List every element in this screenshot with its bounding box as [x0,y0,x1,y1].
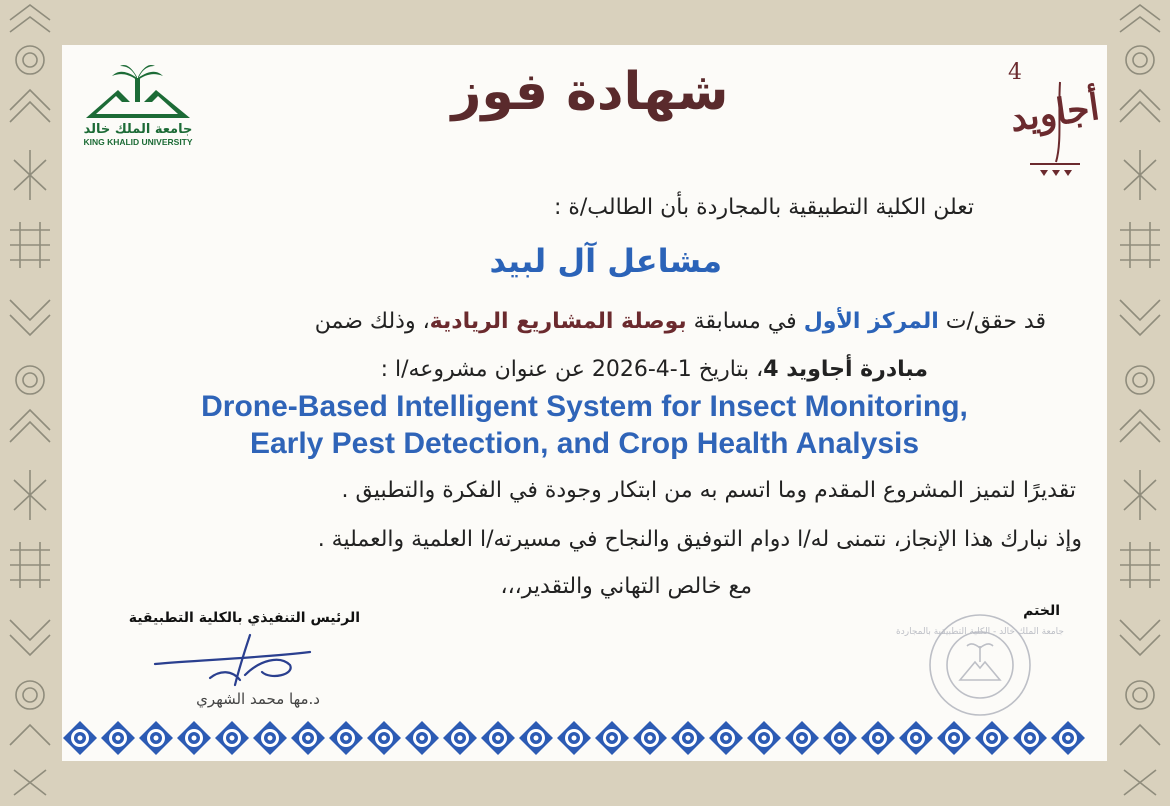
seal-label: الختم [1023,603,1060,619]
competition-name: بوصلة المشاريع الريادية [429,309,687,334]
project-title-line-2: Early Pest Detection, and Crop Health Analysis [249,427,920,460]
achievement-middle: في مسابقة [686,309,804,334]
bottom-ornament-band [62,710,1107,766]
university-name-arabic: جامعة الملك خالد [83,122,193,137]
student-name: مشاعل آل لبيد [489,242,722,280]
seal-text: جامعة الملك خالد - الكلية التطبيقية بالمجاردة [896,627,1064,637]
ajaweed-number: 4 [1008,60,1022,85]
achievement-line [315,309,1046,334]
left-border-pattern [0,0,60,806]
ajaweed-logo-text: أجاويد [1007,85,1103,141]
ajaweed-ornament-icon [1000,52,1095,182]
university-name-english: KING KHALID UNIVERSITY [83,137,193,147]
announcement-text: تعلن الكلية التطبيقية بالمجاردة بأن الطالب/ة : [553,195,974,220]
achievement-prefix: قد حقق/ت [938,309,1046,334]
certificate-title: شهادة فوز [451,62,729,122]
achievement-suffix: ، وذلك ضمن [314,309,430,334]
right-border-pattern [1110,0,1170,806]
project-title-line-1: Drone-Based Intelligent System for Insect Monitoring, [201,390,968,423]
university-logo [78,60,198,150]
palm-tree-icon [78,60,198,120]
appreciation-text: تقديرًا لتميز المشروع المقدم وما اتسم به من ابتكار وجودة في الفكرة والتطبيق . [341,478,1076,503]
initiative-line [381,357,928,382]
wishes-text: وإذ نبارك هذا الإنجاز، نتمنى له/ا دوام التوفيق والنجاح في مسيرته/ا العلمية والعملية . [317,527,1082,552]
initiative-details: ، بتاريخ 1-4-2026 عن عنوان مشروعه/ا : [380,357,764,382]
closing-text: مع خالص التهاني والتقدير،،، [500,574,752,599]
signatory-role: الرئيس التنفيذي بالكلية التطبيقية [128,610,360,626]
rank-text: المركز الأول [803,309,939,334]
ajaweed-logo [1000,52,1103,182]
signatory-name: د.مها محمد الشهري [196,690,320,708]
initiative-name: مبادرة أجاويد 4 [763,357,928,382]
